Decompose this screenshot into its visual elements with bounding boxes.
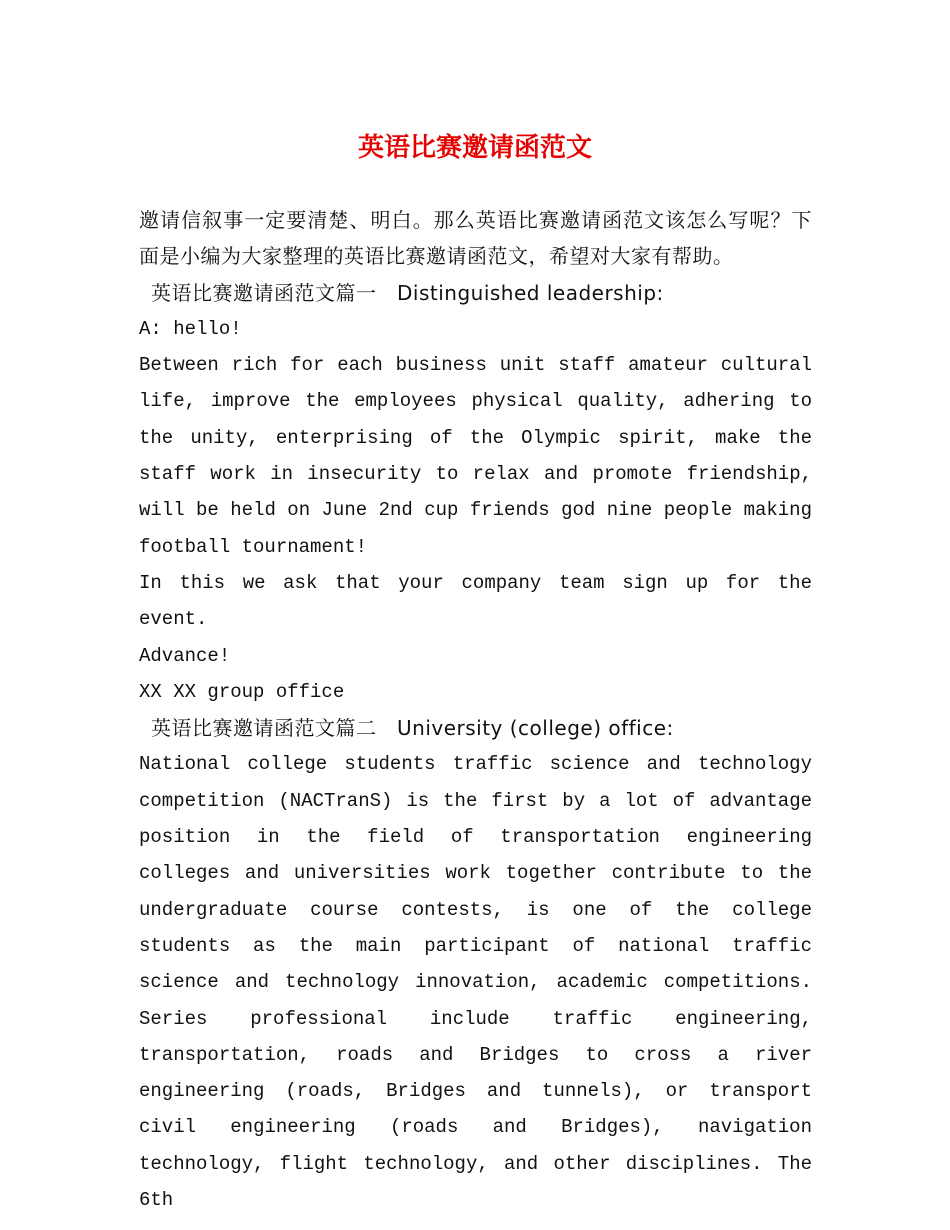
- sample2-body: National college students traffic science and technology competition (NACTranS) is the first by a lot of advantage position in the field of transportation engineering colleges and universities work together contribute to the undergraduate course contests, is one of the college students as the main participant of national traffic science and technology innovation, academic competitions. Series professional include traffic engineering, transportation, roads and Bridges to cross a river engineering (roads, Bridges and tunnels), or transport civil engineering (roads and Bridges), navigation technology, flight technology, and other disciplines. The 6th: [139, 753, 812, 1212]
- sample1-closing: Advance!: [139, 644, 231, 667]
- document-title: 英语比赛邀请函范文: [357, 133, 592, 163]
- sample1-request: In this we ask that your company team sign up for the event.: [139, 571, 812, 631]
- document-body: [139, 202, 812, 1218]
- sample1-greeting: A: hello!: [139, 317, 242, 340]
- sample2-heading: 英语比赛邀请函范文篇二 University (college) office:: [151, 716, 674, 741]
- sample1-body: Between rich for each business unit staff amateur cultural life, improve the employees physical quality, adhering to the unity, enterprising of the Olympic spirit, make the staff work in insecurity to relax and promote friendship, will be held on June 2nd cup friends god nine people making football tournament!: [139, 354, 812, 558]
- sample1-heading: 英语比赛邀请函范文篇一 Distinguished leadership:: [151, 280, 664, 305]
- intro-paragraph: 邀请信叙事一定要清楚、明白。那么英语比赛邀请函范文该怎么写呢？下面是小编为大家整理的英语比赛邀请函范文，希望对大家有帮助。: [139, 208, 812, 269]
- sample1-signature: XX XX group office: [139, 680, 345, 703]
